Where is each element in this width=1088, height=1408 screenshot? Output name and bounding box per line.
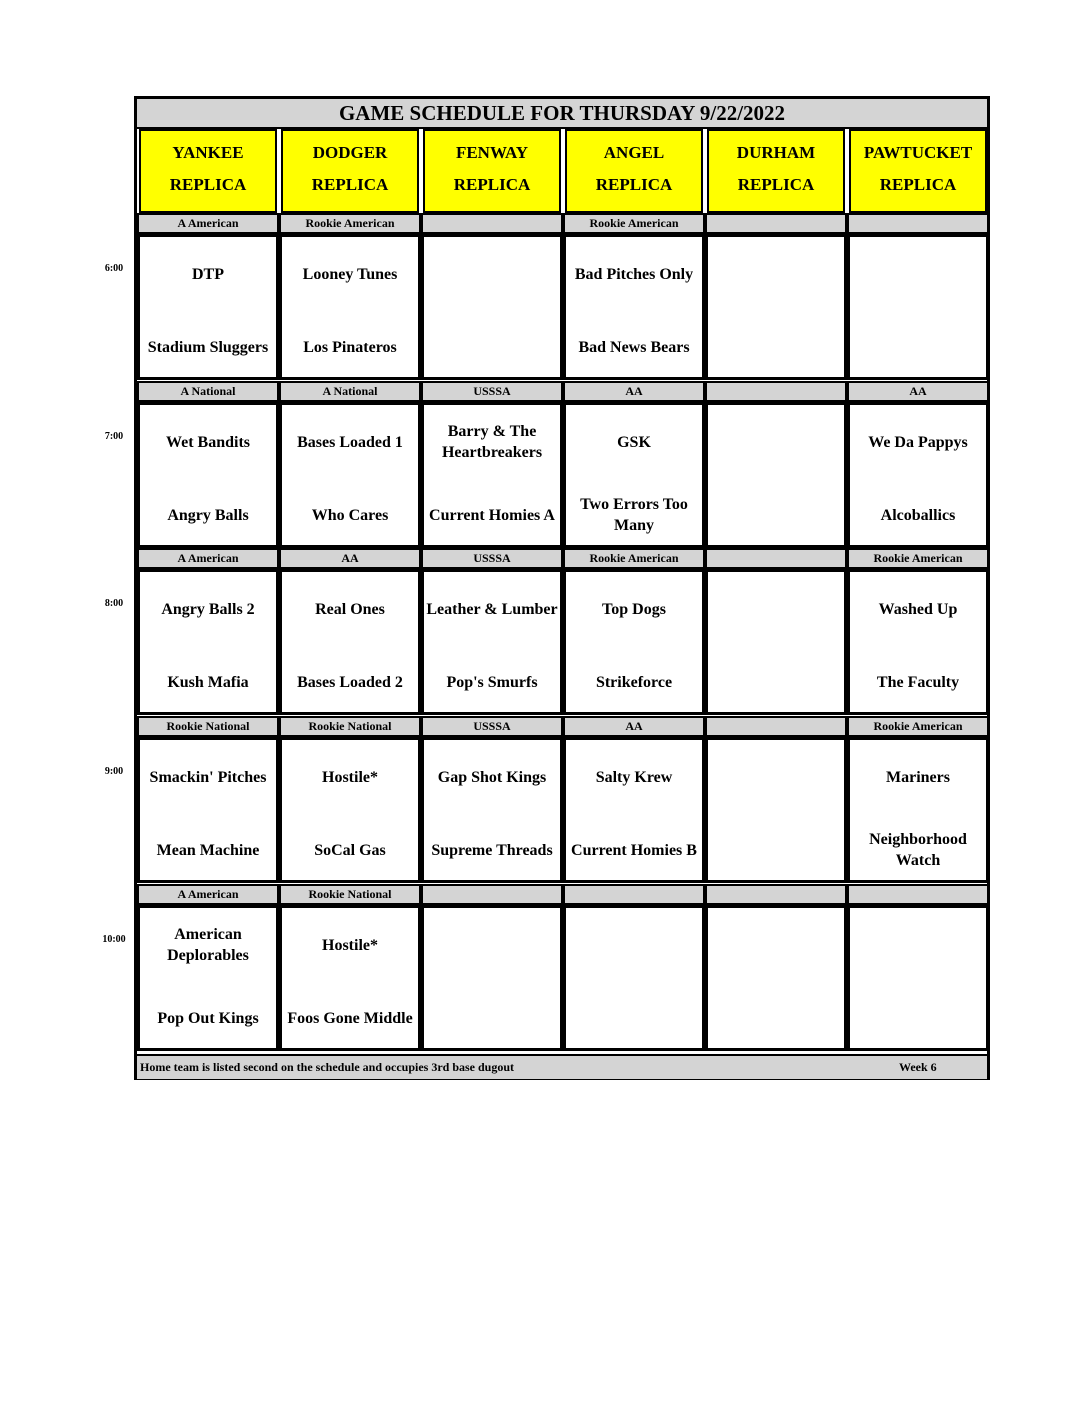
league-label: A National — [279, 381, 421, 402]
game-cell — [705, 234, 847, 380]
away-team: American Deplorables — [167, 926, 249, 964]
away-team: Hostile* — [322, 768, 378, 786]
league-label: A American — [137, 884, 279, 905]
game-cell — [279, 402, 421, 548]
game-cell — [563, 402, 705, 548]
field-header-2 — [281, 129, 419, 213]
league-label — [421, 884, 563, 905]
home-team — [850, 322, 986, 372]
field-name: DODGER — [312, 143, 388, 162]
league-label: Rookie American — [563, 548, 705, 569]
away-team — [708, 752, 844, 802]
game-cell — [279, 737, 421, 883]
game-cell — [137, 234, 279, 380]
away-team: Top Dogs — [602, 600, 666, 618]
league-label: Rookie National — [279, 884, 421, 905]
away-team: Salty Krew — [595, 768, 673, 786]
home-team: Neighborhood Watch — [869, 831, 967, 869]
home-team — [424, 322, 560, 372]
away-team — [424, 920, 560, 970]
field-header-4 — [565, 129, 703, 213]
away-team: Angry Balls 2 — [161, 600, 255, 618]
away-team — [850, 920, 986, 970]
league-label — [705, 884, 847, 905]
home-team: Kush Mafia — [167, 673, 249, 691]
league-label — [705, 716, 847, 737]
home-team: Los Pinateros — [303, 338, 397, 356]
game-cell — [847, 905, 989, 1051]
home-team — [424, 993, 560, 1043]
away-team: Washed Up — [878, 600, 958, 618]
away-team: Looney Tunes — [302, 265, 398, 283]
game-cell — [137, 737, 279, 883]
home-team: Current Homies B — [571, 841, 697, 859]
away-team — [566, 920, 702, 970]
game-cell — [563, 905, 705, 1051]
schedule-title: GAME SCHEDULE FOR THURSDAY 9/22/2022 — [137, 99, 987, 129]
away-team: Mariners — [886, 768, 950, 786]
time-slot-label: 9:00 — [104, 766, 124, 777]
home-team — [708, 993, 844, 1043]
home-team: Bases Loaded 2 — [297, 673, 403, 691]
field-header-1 — [139, 129, 277, 213]
home-team: The Faculty — [876, 673, 960, 691]
game-cell — [563, 569, 705, 715]
week-label: Week 6 — [899, 1060, 937, 1074]
league-label: A National — [137, 381, 279, 402]
away-team: Gap Shot Kings — [437, 768, 547, 786]
league-label — [705, 381, 847, 402]
league-label: A American — [137, 548, 279, 569]
game-cell — [137, 402, 279, 548]
schedule-table — [134, 96, 990, 1080]
league-label: Rookie American — [279, 213, 421, 234]
home-team: Mean Machine — [156, 841, 260, 859]
away-team — [708, 584, 844, 634]
field-type: REPLICA — [737, 175, 815, 194]
game-cell — [421, 737, 563, 883]
home-team: Pop's Smurfs — [446, 673, 538, 691]
league-label: AA — [563, 381, 705, 402]
game-cell — [847, 402, 989, 548]
game-cell — [563, 234, 705, 380]
field-name: FENWAY — [455, 143, 529, 162]
game-cell — [279, 234, 421, 380]
home-team: Bad News Bears — [578, 338, 690, 356]
league-label — [705, 213, 847, 234]
league-label: A American — [137, 213, 279, 234]
league-label: Rookie American — [847, 716, 989, 737]
away-team: Bases Loaded 1 — [297, 433, 403, 451]
game-cell — [847, 737, 989, 883]
home-team: Strikeforce — [595, 673, 673, 691]
game-cell — [847, 234, 989, 380]
away-team — [708, 920, 844, 970]
home-team: Stadium Sluggers — [147, 338, 269, 356]
field-type: REPLICA — [311, 175, 389, 194]
field-header-6 — [849, 129, 987, 213]
home-team — [708, 657, 844, 707]
home-team: Two Errors Too Many — [580, 496, 688, 534]
time-slot-label: 8:00 — [104, 598, 124, 609]
field-type: REPLICA — [879, 175, 957, 194]
home-team — [708, 825, 844, 875]
field-name: PAWTUCKET — [863, 143, 973, 162]
field-type: REPLICA — [595, 175, 673, 194]
away-team: GSK — [617, 433, 651, 451]
game-cell — [705, 737, 847, 883]
home-team — [708, 490, 844, 540]
field-header-3 — [423, 129, 561, 213]
home-team — [566, 993, 702, 1043]
league-label: Rookie American — [847, 548, 989, 569]
time-slot-label: 10:00 — [102, 934, 126, 945]
away-team — [708, 417, 844, 467]
game-cell — [137, 905, 279, 1051]
game-cell — [421, 569, 563, 715]
league-label: Rookie National — [279, 716, 421, 737]
away-team: Wet Bandits — [165, 433, 250, 451]
home-team: SoCal Gas — [314, 841, 386, 859]
field-type: REPLICA — [169, 175, 247, 194]
away-team — [424, 249, 560, 299]
league-label: AA — [847, 381, 989, 402]
away-team: Bad Pitches Only — [574, 265, 694, 283]
away-team: We Da Pappys — [868, 433, 968, 451]
home-team — [708, 322, 844, 372]
home-team — [850, 993, 986, 1043]
away-team: Leather & Lumber — [426, 600, 558, 618]
game-cell — [705, 905, 847, 1051]
schedule-footer — [137, 1054, 987, 1079]
home-team: Pop Out Kings — [157, 1009, 259, 1027]
away-team: Smackin' Pitches — [149, 768, 267, 786]
game-cell — [563, 737, 705, 883]
away-team — [708, 249, 844, 299]
away-team: Hostile* — [322, 936, 378, 954]
game-cell — [137, 569, 279, 715]
game-cell — [279, 905, 421, 1051]
game-cell — [705, 569, 847, 715]
game-cell — [421, 234, 563, 380]
time-slot-label: 7:00 — [104, 431, 124, 442]
home-team: Supreme Threads — [431, 841, 553, 859]
home-team-note: Home team is listed second on the schedule and occupies 3rd base dugout — [140, 1060, 515, 1074]
league-label: Rookie American — [563, 213, 705, 234]
league-label: USSSA — [421, 548, 563, 569]
league-label — [847, 213, 989, 234]
home-team: Alcoballics — [880, 506, 956, 524]
away-team: Barry & The Heartbreakers — [441, 423, 543, 461]
league-label — [421, 213, 563, 234]
game-cell — [421, 905, 563, 1051]
field-name: DURHAM — [736, 143, 816, 162]
league-label: USSSA — [421, 716, 563, 737]
league-label: USSSA — [421, 381, 563, 402]
away-team: Real Ones — [315, 600, 385, 618]
field-header-5 — [707, 129, 845, 213]
home-team: Current Homies A — [429, 506, 555, 524]
away-team: DTP — [192, 265, 224, 283]
time-slot-label: 6:00 — [104, 263, 124, 274]
home-team: Angry Balls — [167, 506, 249, 524]
league-label: Rookie National — [137, 716, 279, 737]
field-type: REPLICA — [453, 175, 531, 194]
league-label: AA — [279, 548, 421, 569]
field-name: YANKEE — [172, 143, 244, 162]
league-label: AA — [563, 716, 705, 737]
home-team: Foos Gone Middle — [287, 1009, 413, 1027]
home-team: Who Cares — [311, 506, 389, 524]
game-cell — [279, 569, 421, 715]
league-label — [705, 548, 847, 569]
game-cell — [847, 569, 989, 715]
field-name: ANGEL — [603, 143, 665, 162]
away-team — [850, 249, 986, 299]
league-label — [847, 884, 989, 905]
league-label — [563, 884, 705, 905]
game-cell — [705, 402, 847, 548]
game-cell — [421, 402, 563, 548]
